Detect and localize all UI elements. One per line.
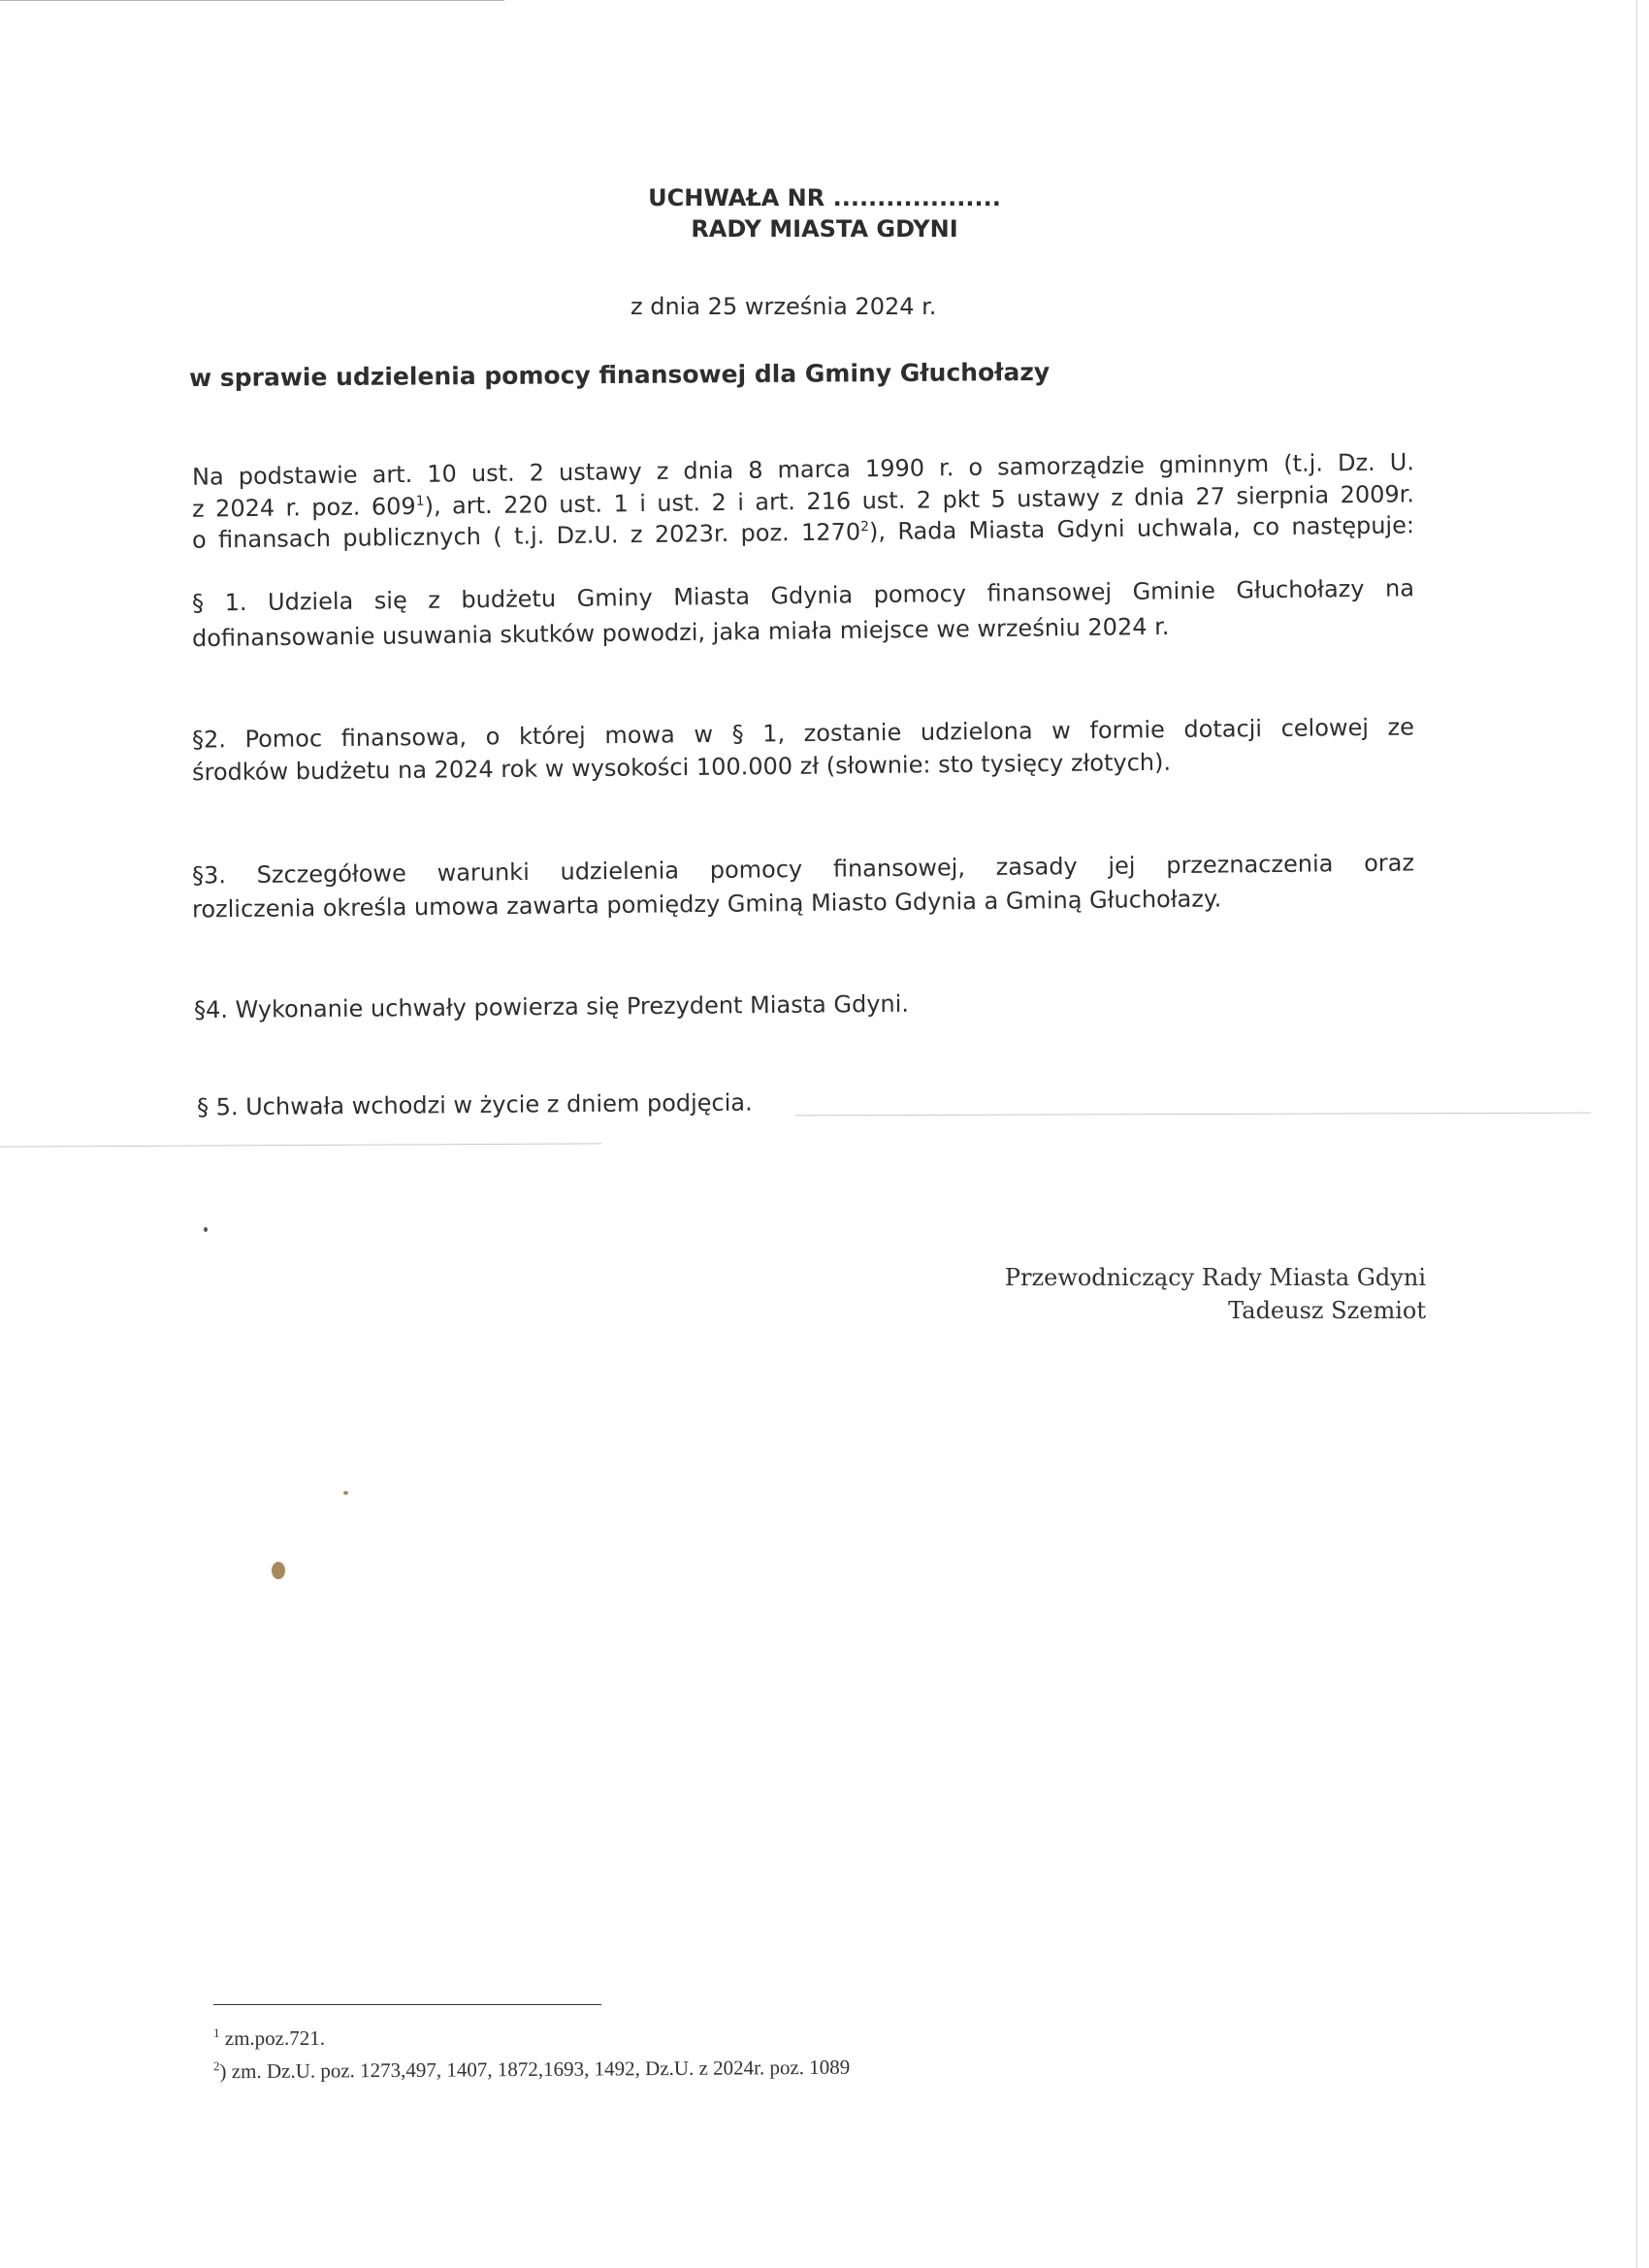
scan-speck xyxy=(272,1562,285,1579)
preamble-line: Na podstawie art. 10 ust. 2 ustawy z dnia 8 marca 1990 r. o samorządzie gminnym (t.j. Dz. U. xyxy=(191,448,1415,491)
signatory-role: Przewodniczący Rady Miasta Gdyni xyxy=(1004,1264,1426,1291)
footnote-ref: 2 xyxy=(859,519,870,535)
signature-block xyxy=(1005,1261,1426,1327)
document-subject: w sprawie udzielenia pomocy finansowej dla Gminy Głuchołazy xyxy=(188,357,1051,393)
signatory-name: Tadeusz Szemiot xyxy=(1228,1297,1426,1324)
scan-speck xyxy=(343,1491,348,1495)
footnote-1 xyxy=(213,2025,325,2051)
page-edge xyxy=(0,0,504,1)
section-line: § 1. Udziela się z budżetu Gminy Miasta Gdynia pomocy finansowej Gminie Głuchołazy na xyxy=(191,574,1415,617)
preamble-text: ), art. 220 ust. 1 i ust. 2 i art. 216 ust. 2 pkt 5 ustawy z dnia 27 sierpnia 2009r. xyxy=(424,480,1415,520)
footnote-rule xyxy=(213,2004,601,2005)
preamble-text: o finansach publicznych ( t.j. Dz.U. z 2023r. poz. 1270 xyxy=(191,518,861,554)
preamble-text: ), Rada Miasta Gdyni uchwala, co następuje: xyxy=(868,511,1415,546)
footnote-ref: 1 xyxy=(415,493,425,509)
council-name: RADY MIASTA GDYNI xyxy=(691,215,958,243)
section-line: środków budżetu na 2024 rok w wysokości 100.000 zł (słownie: sto tysięcy złotych). xyxy=(191,748,1172,787)
footnote-mark: 1 xyxy=(213,2025,220,2040)
section-5: § 5. Uchwała wchodzi w życie z dniem podjęcia. xyxy=(196,1088,753,1121)
document-title: UCHWAŁA NR ................... xyxy=(648,184,1001,211)
document-date: z dnia 25 września 2024 r. xyxy=(630,293,937,320)
scan-speck xyxy=(204,1227,208,1232)
footnote-text: zm.poz.721. xyxy=(224,2026,325,2050)
section-line: dofinansowanie usuwania skutków powodzi, jaka miała miejsce we wrześniu 2024 r. xyxy=(191,612,1170,653)
section-line: §2. Pomoc finansowa, o której mowa w § 1, zostanie udzielona w formie dotacji celowej ze xyxy=(191,713,1415,754)
page-edge xyxy=(1636,0,1637,2268)
footnote-2 xyxy=(213,2055,850,2085)
section-line: rozliczenia określa umowa zawarta pomiędzy Gminą Miasto Gdynia a Gminą Głuchołazy. xyxy=(191,885,1222,923)
section-4: §4. Wykonanie uchwały powierza się Prezydent Miasta Gdyni. xyxy=(193,989,910,1024)
scan-artifact-line xyxy=(0,1143,601,1147)
scan-artifact-line xyxy=(795,1113,1591,1117)
footnote-mark: 2 xyxy=(212,2058,220,2074)
section-line: §3. Szczegółowe warunki udzielenia pomocy finansowej, zasady jej przeznaczenia oraz xyxy=(191,849,1415,890)
preamble-text: z 2024 r. poz. 609 xyxy=(191,492,416,523)
footnote-text: ) zm. Dz.U. poz. 1273,497, 1407, 1872,1693, 1492, Dz.U. z 2024r. poz. 1089 xyxy=(219,2055,851,2084)
